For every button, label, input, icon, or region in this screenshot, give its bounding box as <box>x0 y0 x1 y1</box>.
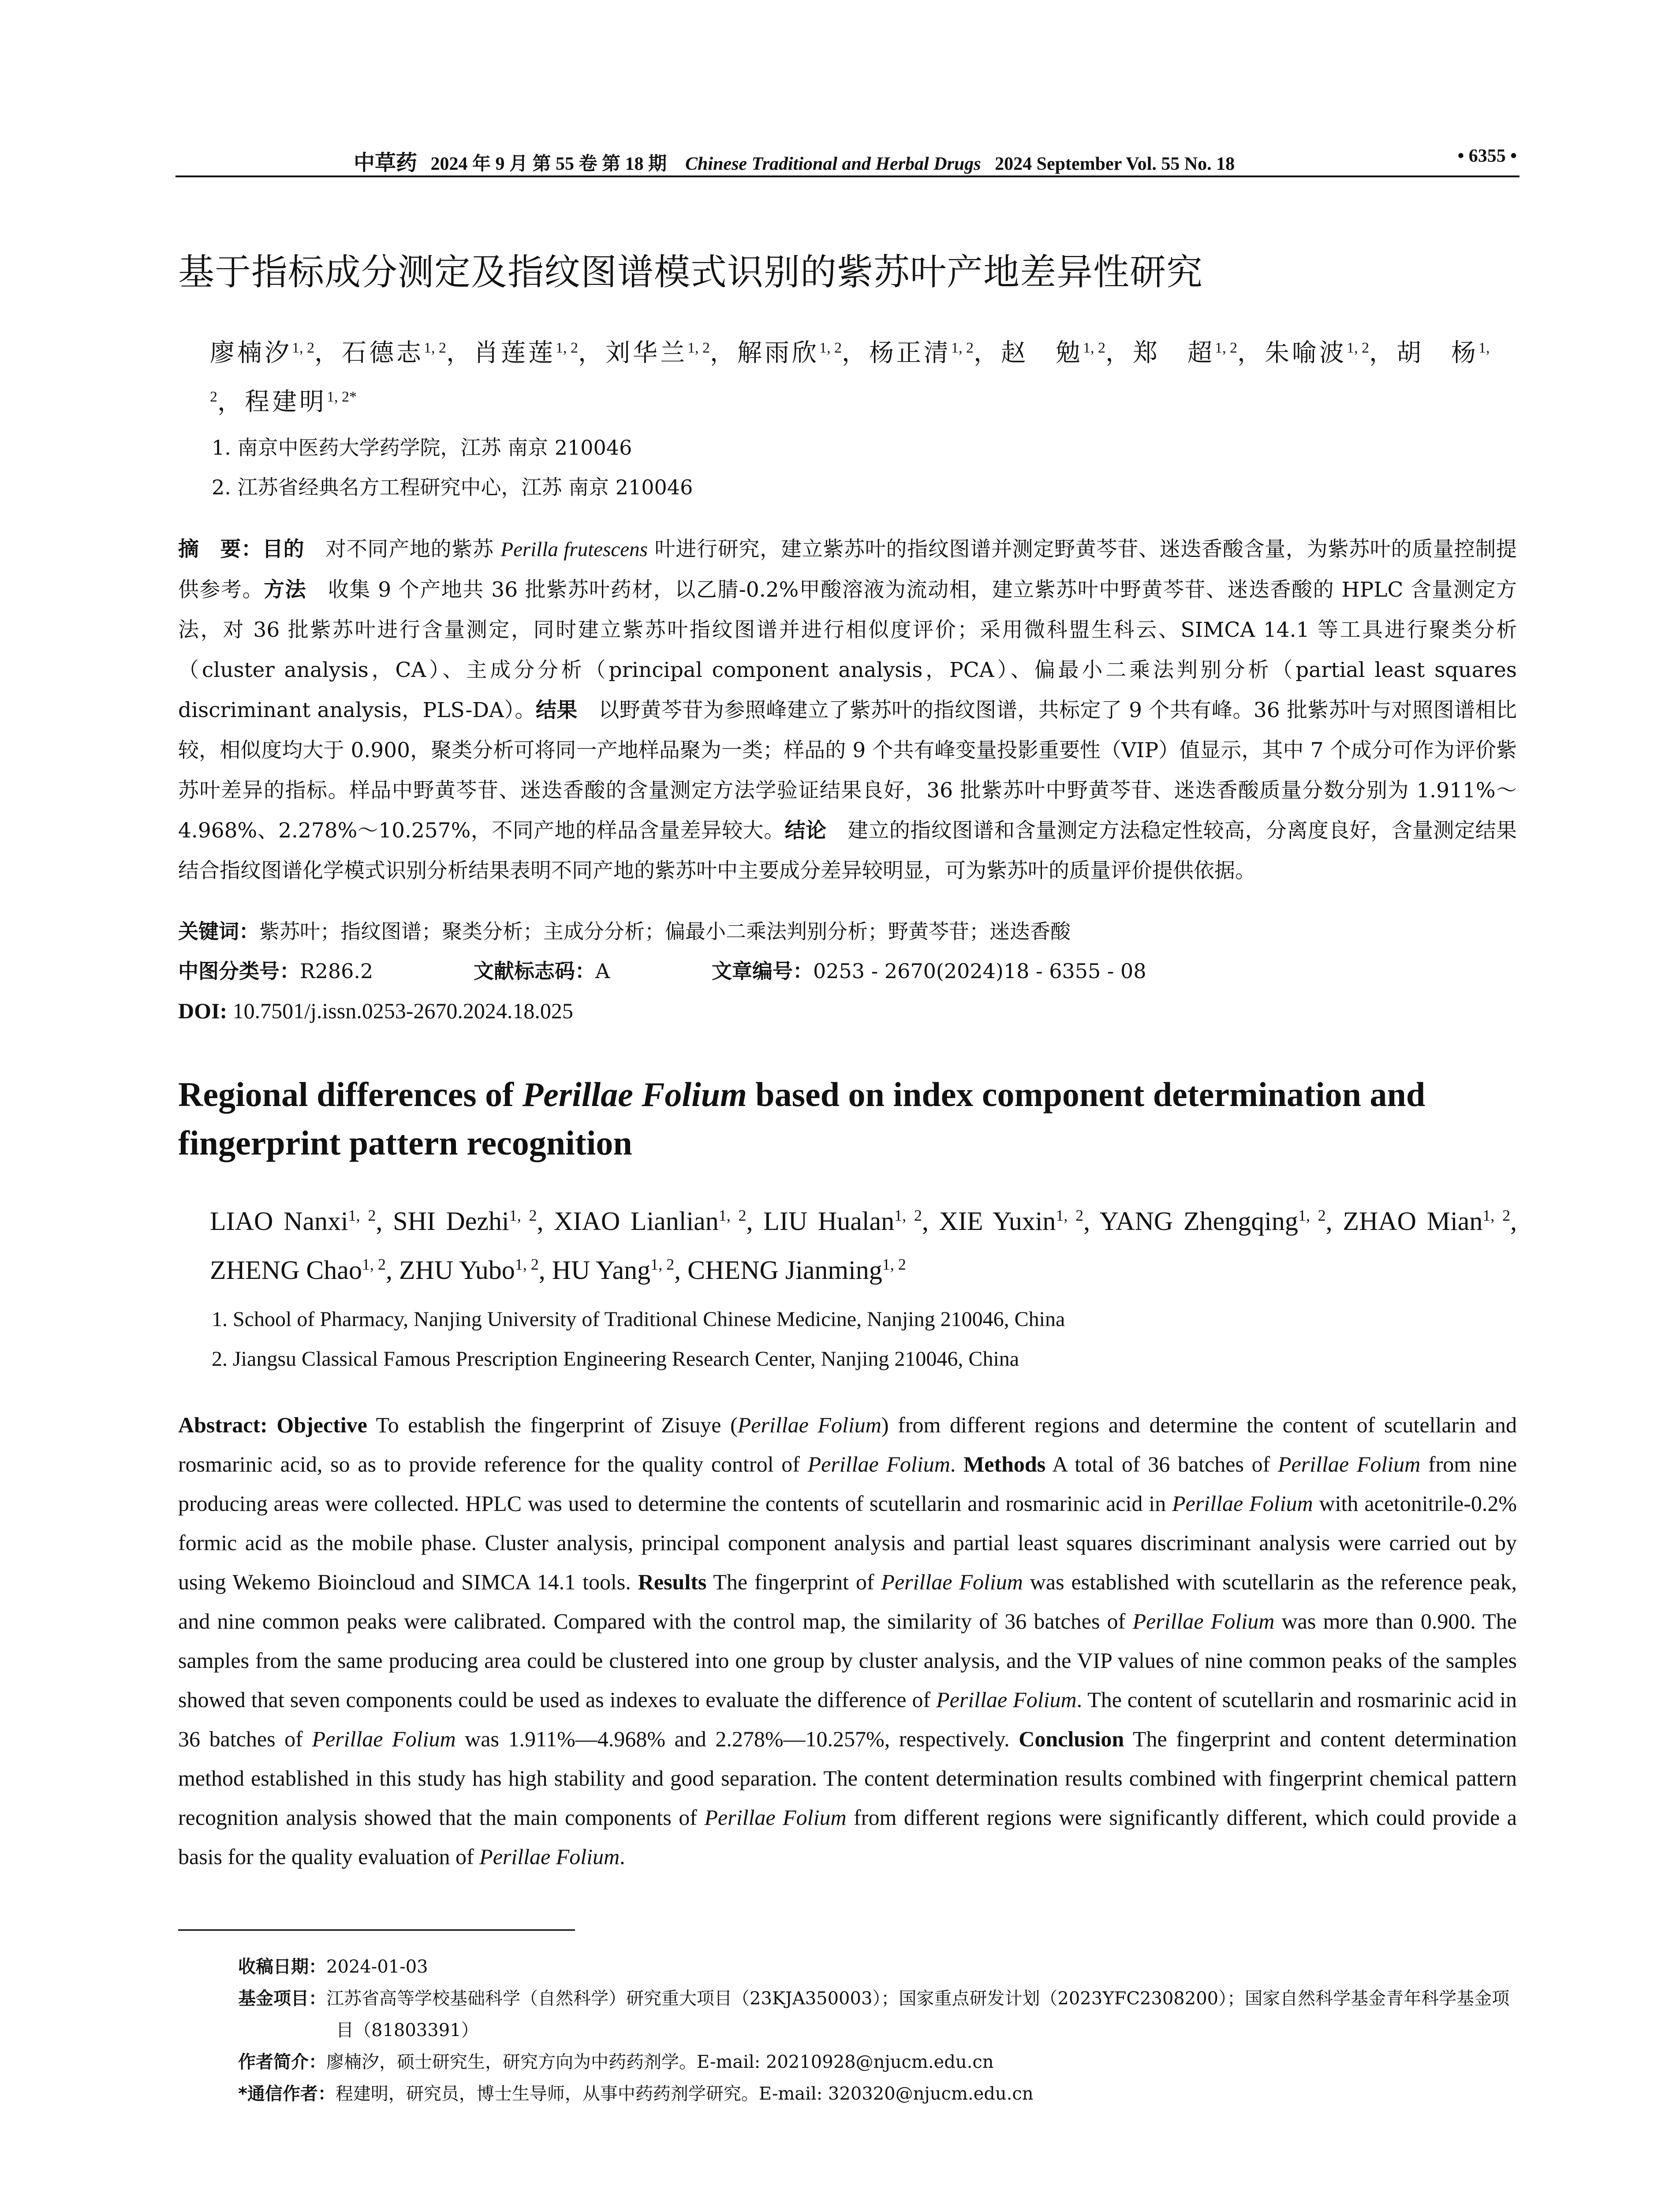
author <box>737 339 842 367</box>
species-name: Perilla frutescens <box>500 538 648 561</box>
methods-label-en: Methods <box>963 1452 1046 1477</box>
affiliation-en-2: 2. Jiangsu Classical Famous Prescription Engineering Research Center, Nanjing 210046, China <box>212 1347 1019 1371</box>
author-affiliation-marker: 1, 2 <box>650 1256 675 1274</box>
author-affiliation-marker: 1, 2 <box>1482 1207 1511 1225</box>
author-name: ZHU Yubo <box>399 1256 515 1285</box>
doc-code-value: A <box>595 959 610 983</box>
author-affiliation-marker: 1, 2 <box>424 340 446 356</box>
abs-en-i10: Perillae Folium <box>479 1844 620 1869</box>
author-affiliation-marker: 1, 2 <box>1056 1207 1084 1225</box>
journal-name-cn: 中草药 <box>354 150 418 175</box>
abs-en-t9: was more than 0.900. The samples from the same producing area could be clustered into one group by cluster analysis, and the VIP values of nine common peaks of the samples showed that seven components could be used as indexes to evaluate the difference of <box>178 1609 1517 1712</box>
author-name: ZHENG Chao <box>210 1256 362 1285</box>
received-date <box>238 1951 1517 1983</box>
article-no-cell <box>712 951 1146 991</box>
conclusion-text-cn: 建立的指纹图谱和含量测定方法稳定性较高，分离度良好，含量测定结果结合指纹图谱化学模式识别分析结果表明不同产地的紫苏叶中主要成分差异较明显，可为紫苏叶的质量评价提供依据。 <box>178 818 1517 883</box>
author-affiliation-marker: 1, 2 <box>1298 1207 1326 1225</box>
journal-name-en: Chinese Traditional and Herbal Drugs <box>685 154 981 174</box>
affiliations-cn <box>212 428 1517 507</box>
results-label-en: Results <box>638 1570 707 1595</box>
clc-label: 中图分类号： <box>178 959 300 983</box>
author <box>399 1256 539 1285</box>
methods-text-cn: 收集 9 个产地共 36 批紫苏叶药材，以乙腈-0.2%甲酸溶液为流动相，建立紫苏叶中野黄芩苷、迷迭香酸的 HPLC 含量测定方法，对 36 批紫苏叶进行含量测定，同时建立紫苏叶指纹图谱并进行相似度评价；采用微科盟生科云、SIMCA 14.1 等工具进行聚类分析（cluster analysis，CA）、主成分分析（principal component analysis，PCA）、偏最小二乘法判别分析（partial least squares discriminant analysis，PLS-DA）。 <box>178 578 1517 723</box>
author-affiliation-marker: 1, 2 <box>894 1207 922 1225</box>
article-metadata <box>178 912 1517 1031</box>
author <box>245 388 357 416</box>
author <box>605 339 710 367</box>
conclusion-label-cn: 结论 <box>784 818 827 843</box>
author <box>210 1207 376 1236</box>
doc-code-cell <box>474 951 712 991</box>
corresponding-value: 程建明，研究员，博士生导师，从事中药药剂学研究。E-mail: 320320@njucm.edu.cn <box>335 2084 1034 2104</box>
keywords-cn <box>178 912 1517 951</box>
issue-info-en: 2024 September Vol. 55 No. 18 <box>995 154 1235 174</box>
objective-label-cn: 目的 <box>262 537 305 562</box>
abs-en-i1: Perillae Folium <box>737 1413 881 1438</box>
author-affiliation-marker: 1, 2 <box>882 1256 906 1274</box>
issue-info-cn: 2024 年 9 月 第 55 卷 第 18 期 <box>430 154 667 174</box>
author-name: YANG Zhengqing <box>1099 1207 1298 1236</box>
author-affiliation-marker: 1, 2 <box>1347 340 1369 356</box>
author <box>1133 339 1237 367</box>
author <box>210 1256 386 1285</box>
author <box>1265 339 1369 367</box>
objective-text-cn-b: 叶进行研究，建立紫苏叶的指纹图谱并测定野黄芩苷、迷迭香酸含量，为紫苏叶的质量控制提供参考。 <box>178 537 1517 602</box>
author <box>474 339 578 367</box>
funding <box>238 1983 1517 2046</box>
author-name: 石德志 <box>342 338 424 367</box>
author-affiliation-marker: 1, 2 <box>509 1207 537 1225</box>
author-name: 胡 杨 <box>1396 338 1478 367</box>
title-en-italic: Perillae Folium <box>522 1075 747 1114</box>
author-affiliation-marker: 1, 2 <box>951 340 974 356</box>
author <box>1100 1207 1326 1236</box>
author <box>1343 1207 1510 1236</box>
abs-en-t11: was 1.911%—4.968% and 2.278%—10.257%, respectively. <box>455 1727 1019 1752</box>
authors-cn: 廖楠汐$^{1, 2}$，石德志$^{1, 2}$，肖莲莲$^{1, 2}$，刘华兰$^{1, 2}$，解雨欣$^{1, 2}$，杨正清$^{1, 2}$，赵 勉$^{1, 2}$，郑 超$^{1, 2}$，朱喻波$^{1, 2}$，胡 杨$^{1, 2}$，程建明$^{1, 2*}$ <box>210 338 1490 417</box>
running-header <box>178 140 1517 176</box>
abstract-cn-label: 摘 要： <box>178 537 262 562</box>
affiliation-en-1: 1. School of Pharmacy, Nanjing University of Traditional Chinese Medicine, Nanjing 210046, China <box>212 1308 1065 1331</box>
author-affiliation-marker: 1, 2 <box>556 340 578 356</box>
title-en-part1: Regional differences of <box>178 1075 523 1114</box>
author-name: LIAO Nanxi <box>210 1207 348 1236</box>
article-no-label: 文章编号： <box>712 959 813 983</box>
abs-en-i8: Perillae Folium <box>312 1727 456 1752</box>
funding-value: 江苏省高等学校基础科学（自然科学）研究重大项目（23KJA350003）；国家重点研发计划（2023YFC2308200）；国家自然科学基金青年科学基金项目（81803391） <box>326 1988 1510 2041</box>
keywords-label-cn: 关键词： <box>178 919 259 944</box>
author-affiliation-marker: 1, 2* <box>327 389 357 405</box>
author <box>763 1207 922 1236</box>
author-affiliation-marker: 1, 2 <box>819 340 842 356</box>
author-name: 郑 超 <box>1133 338 1215 367</box>
doi-label: DOI: <box>178 998 228 1024</box>
author-name: 廖楠汐 <box>210 338 292 367</box>
results-text-cn: 以野黄芩苷为参照峰建立了紫苏叶的指纹图谱，共标定了 9 个共有峰。36 批紫苏叶与对照图谱相比较，相似度均大于 0.900，聚类分析可将同一产地样品聚为一类；样品的 9 个共有峰变量投影重要性（VIP）值显示，其中 7 个成分可作为评价紫苏叶差异的指标。样品中野黄芩苷、迷迭香酸的含量测定方法学验证结果良好，36 批紫苏叶中野黄芩苷、迷迭香酸质量分数分别为 1.911%～4.968%、2.278%～10.257%，不同产地的样品含量差异较大。 <box>178 698 1517 843</box>
author-name: 杨正清 <box>869 338 951 367</box>
author-name: 程建明 <box>245 388 327 417</box>
title-en-part2: based on index component determination and fingerprint pattern recognition <box>178 1075 1426 1162</box>
abs-en-t3: . <box>950 1452 964 1477</box>
author <box>552 1256 674 1285</box>
methods-label-cn: 方法 <box>264 578 307 602</box>
received-label: 收稿日期： <box>238 1957 326 1977</box>
author-affiliation-marker: 1, 2 <box>210 340 1490 405</box>
abs-en-t12: The fingerprint and content determination method established in this study has high stability and good separation. The content determination results combined with fingerprint chemical pattern recognition analysis showed that the main components of <box>178 1727 1517 1830</box>
abs-en-t2: ) from different regions and determine the content of scutellarin and rosmarinic acid, so as to provide reference for the quality control of <box>178 1413 1517 1477</box>
keywords-value-cn: 紫苏叶；指纹图谱；聚类分析；主成分分析；偏最小二乘法判别分析；野黄芩苷；迷迭香酸 <box>259 919 1071 944</box>
abs-en-i9: Perillae Folium <box>704 1805 847 1830</box>
abs-en-t4: A total of 36 batches of <box>1045 1452 1278 1477</box>
journal-page <box>178 140 1517 2110</box>
abs-en-t7: The fingerprint of <box>706 1570 881 1595</box>
author-bio-label: 作者简介： <box>238 2052 326 2073</box>
abs-en-i2: Perillae Folium <box>807 1452 950 1477</box>
author-name: 肖莲莲 <box>474 338 556 367</box>
abs-en-i5: Perillae Folium <box>881 1570 1023 1595</box>
abs-en-t1: To establish the fingerprint of Zisuye ( <box>367 1413 738 1438</box>
author <box>869 339 974 367</box>
author-name: ZHAO Mian <box>1343 1207 1483 1236</box>
author-name: 解雨欣 <box>737 338 819 367</box>
author <box>210 339 314 367</box>
abs-en-t14: . <box>620 1844 625 1869</box>
header-journal-info <box>354 146 1235 176</box>
abs-en-i3: Perillae Folium <box>1278 1452 1421 1477</box>
abs-en-t8: was established with scutellarin as the reference peak, and nine common peaks were calibrated. Compared with the control map, the similarity of 36 batches of <box>178 1570 1517 1634</box>
author-name: 刘华兰 <box>605 338 687 367</box>
author-affiliation-marker: 1, 2 <box>718 1207 747 1225</box>
classification-row <box>178 951 1517 991</box>
author-name: HU Yang <box>552 1256 651 1285</box>
author <box>1001 339 1105 367</box>
title-cn: 基于指标成分测定及指纹图谱模式识别的紫苏叶产地差异性研究 <box>178 251 1203 293</box>
author-affiliation-marker: 1, 2 <box>362 1256 386 1274</box>
doi-value[interactable]: 10.7501/j.issn.0253-2670.2024.18.025 <box>227 998 573 1024</box>
doc-code-label: 文献标志码： <box>474 959 595 983</box>
author-affiliation-marker: 1, 2 <box>687 340 710 356</box>
author <box>554 1207 746 1236</box>
abstract-cn <box>178 529 1517 891</box>
title-en <box>178 1070 1517 1167</box>
affiliation-cn-1: 1. 南京中医药大学药学院，江苏 南京 210046 <box>212 436 632 460</box>
author-bio <box>238 2046 1517 2078</box>
author-name: LIU Hualan <box>763 1207 895 1236</box>
author-affiliation-marker: 1, 2 <box>1083 340 1105 356</box>
abs-en-i6: Perillae Folium <box>1132 1609 1275 1634</box>
funding-label: 基金项目： <box>238 1988 326 2009</box>
corresponding-author <box>238 2078 1517 2110</box>
author-affiliation-marker: 1, 2 <box>515 1256 539 1274</box>
abs-en-t13: from different regions were significantly different, which could provide a basis for the quality evaluation of <box>178 1805 1517 1869</box>
abstract-en <box>178 1405 1517 1876</box>
author-name: XIE Yuxin <box>939 1207 1056 1236</box>
author-name: SHI Dezhi <box>393 1207 509 1236</box>
results-label-cn: 结果 <box>535 698 578 723</box>
author <box>939 1207 1084 1236</box>
conclusion-label-en: Conclusion <box>1019 1727 1124 1752</box>
author-name: XIAO Lianlian <box>554 1207 719 1236</box>
author <box>393 1207 537 1236</box>
author-name: CHENG Jianming <box>687 1256 882 1285</box>
clc-value: R286.2 <box>300 959 373 983</box>
received-value: 2024-01-03 <box>326 1957 428 1977</box>
author-affiliation-marker: 1, 2 <box>348 1207 376 1225</box>
abs-en-t6: with acetonitrile-0.2% formic acid as the mobile phase. Cluster analysis, principal component analysis and partial least squares discriminant analysis were carried out by using Wekemo Bioincloud and SIMCA 14.1 tools. <box>178 1491 1517 1595</box>
authors-en: LIAO Nanxi$^{1, 2}$, SHI Dezhi$^{1, 2}$, XIAO Lianlian$^{1, 2}$, LIU Hualan$^{1, 2}$, XIE Yuxin$^{1, 2}$, YANG Zhengqing$^{1, 2}$, ZHAO Mian$^{1, 2}$, ZHENG Chao$^{1, 2}$, ZHU Yubo$^{1, 2}$, HU Yang$^{1, 2}$, CHENG Jianming$^{1, 2}$ <box>210 1207 1517 1285</box>
clc-cell <box>178 951 474 991</box>
footnote-rule <box>178 1929 575 1931</box>
objective-text-cn-a: 对不同产地的紫苏 <box>304 537 501 562</box>
author-bio-value: 廖楠汐，硕士研究生，研究方向为中药药剂学。E-mail: 20210928@njucm.edu.cn <box>326 2052 994 2073</box>
abs-en-i4: Perillae Folium <box>1172 1491 1313 1516</box>
footnotes <box>238 1951 1517 2110</box>
affiliation-cn-2: 2. 江苏省经典名方工程研究中心，江苏 南京 210046 <box>212 475 693 500</box>
abs-en-t5: from nine producing areas were collected. HPLC was used to determine the contents of scutellarin and rosmarinic acid in <box>178 1452 1517 1516</box>
abs-en-t10: . The content of scutellarin and rosmarinic acid in 36 batches of <box>178 1687 1517 1752</box>
author-name: 朱喻波 <box>1265 338 1347 367</box>
author <box>342 339 446 367</box>
author-affiliation-marker: 1, 2 <box>1215 340 1237 356</box>
page-number: • 6355 • <box>1457 146 1517 166</box>
corresponding-label: *通信作者： <box>238 2084 336 2104</box>
abs-en-i7: Perillae Folium <box>936 1687 1077 1712</box>
author <box>687 1256 906 1285</box>
article-no-value: 0253 - 2670(2024)18 - 6355 - 08 <box>813 959 1146 983</box>
abstract-en-label: Abstract: Objective <box>178 1413 367 1438</box>
affiliations-en <box>212 1300 1517 1379</box>
author-affiliation-marker: 1, 2 <box>292 340 314 356</box>
doi-line <box>178 991 1517 1031</box>
author-name: 赵 勉 <box>1001 338 1083 367</box>
